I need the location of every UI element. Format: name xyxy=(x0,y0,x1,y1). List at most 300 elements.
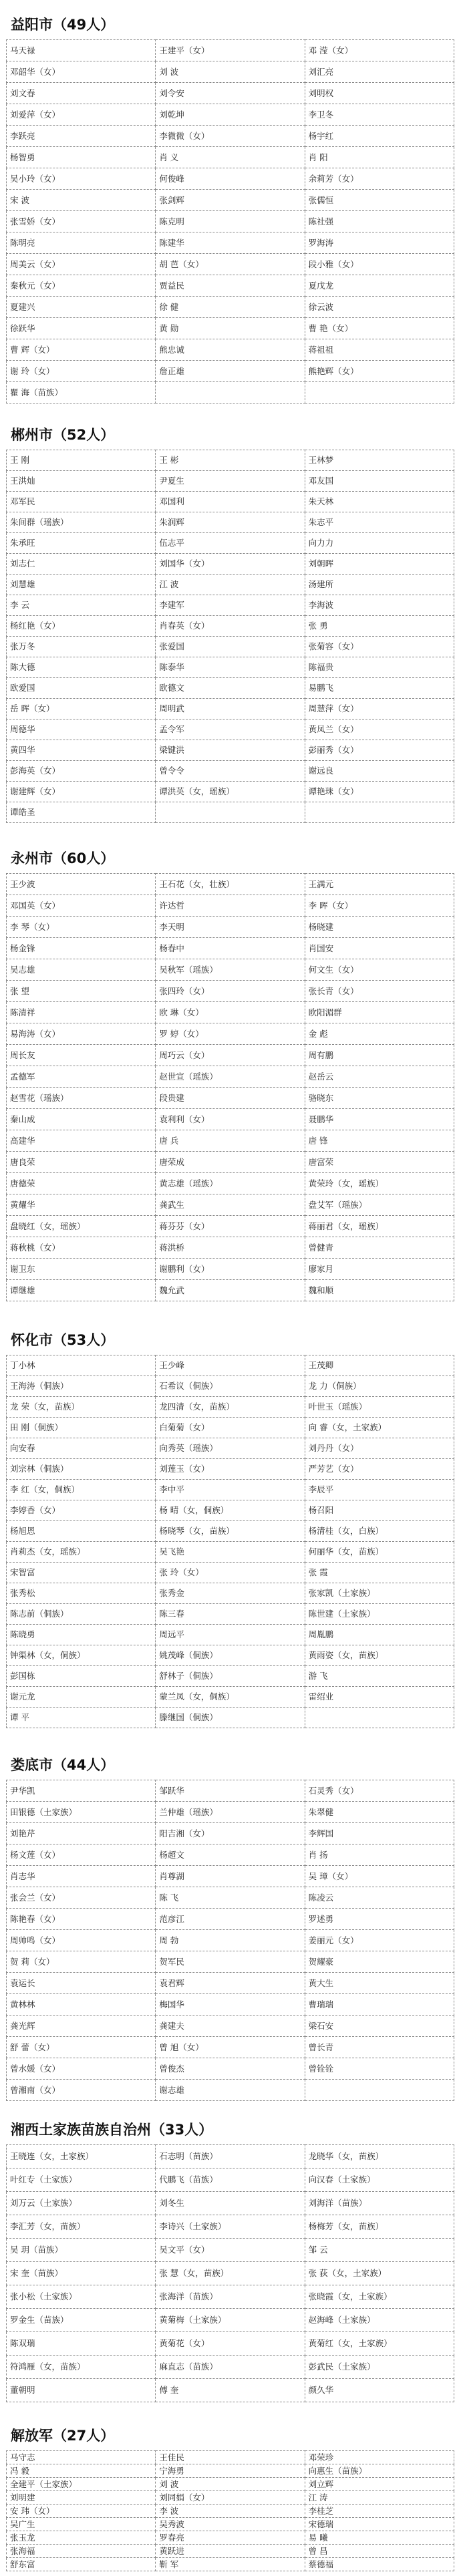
table-row xyxy=(7,318,454,339)
name-cell: 高建华 xyxy=(7,1130,156,1152)
name-cell: 罗 婷（女） xyxy=(156,1023,305,1045)
name-cell: 周有鹏 xyxy=(305,1045,454,1066)
name-cell: 贺耀豪 xyxy=(305,1951,454,1973)
name-cell: 曾 旭（女） xyxy=(156,2037,305,2058)
name-cell: 赵岳云 xyxy=(305,1066,454,1088)
table-row xyxy=(7,2037,454,2058)
name-cell: 周美云（女） xyxy=(7,254,156,275)
name-cell: 张菊容（女） xyxy=(305,637,454,657)
name-cell: 瞿 海（苗族） xyxy=(7,382,156,404)
name-cell: 姚茂峰（侗族） xyxy=(156,1645,305,1666)
table-row xyxy=(7,699,454,719)
name-cell: 李中平 xyxy=(156,1480,305,1500)
name-cell: 曾铨铨 xyxy=(305,2058,454,2080)
name-table xyxy=(6,873,454,1301)
name-cell: 唐德荣 xyxy=(7,1173,156,1194)
table-row xyxy=(7,575,454,595)
name-cell: 魏和顺 xyxy=(305,1280,454,1301)
name-cell: 唐 兵 xyxy=(156,1130,305,1152)
name-cell: 陈福贵 xyxy=(305,657,454,678)
name-cell: 刘万云（土家族） xyxy=(7,2192,156,2215)
name-cell: 熊忠诚 xyxy=(156,339,305,361)
name-cell: 石希议（侗族） xyxy=(156,1376,305,1397)
name-cell: 范彦江 xyxy=(156,1909,305,1930)
table-row xyxy=(7,275,454,297)
name-cell: 陈明亮 xyxy=(7,232,156,254)
table-row xyxy=(7,232,454,254)
table-row xyxy=(7,2309,454,2332)
name-cell: 马守志 xyxy=(7,2451,156,2464)
name-table xyxy=(6,1780,454,2101)
name-cell: 刘艳芹 xyxy=(7,1823,156,1844)
name-cell: 向惠生（苗族） xyxy=(305,2464,454,2478)
name-cell xyxy=(156,802,305,823)
name-cell: 麻直志（苗族） xyxy=(156,2356,305,2379)
name-cell: 向力力 xyxy=(305,533,454,554)
name-table xyxy=(6,2144,454,2402)
table-row xyxy=(7,2491,454,2505)
name-cell: 胡 芭（女） xyxy=(156,254,305,275)
name-cell: 李跃亮 xyxy=(7,126,156,147)
table-row xyxy=(7,1909,454,1930)
name-cell: 周帅鸣（女） xyxy=(7,1930,156,1951)
name-cell: 张海福 xyxy=(7,2545,156,2558)
name-cell: 刘莲玉（女） xyxy=(156,1459,305,1480)
name-cell: 邹跃华 xyxy=(156,1780,305,1802)
name-table xyxy=(6,2450,454,2571)
name-cell: 王满元 xyxy=(305,874,454,895)
name-cell: 蒋祖祖 xyxy=(305,339,454,361)
table-row xyxy=(7,1844,454,1866)
name-cell: 陈泰华 xyxy=(156,657,305,678)
name-cell: 赵海峰（土家族） xyxy=(305,2309,454,2332)
name-cell: 张雪娇（女） xyxy=(7,211,156,232)
section-title: 湘西土家族苗族自治州（33人） xyxy=(11,2122,213,2138)
name-cell: 宋智富 xyxy=(7,1563,156,1583)
name-cell: 谢鹏利（女） xyxy=(156,1259,305,1280)
name-cell: 彭海英（女） xyxy=(7,761,156,782)
name-cell: 张爱国 xyxy=(156,637,305,657)
name-cell: 谭 平 xyxy=(7,1708,156,1728)
name-cell: 刘立辉 xyxy=(305,2478,454,2491)
name-cell: 吴 璋（女） xyxy=(305,1866,454,1887)
name-cell: 廖家月 xyxy=(305,1259,454,1280)
table-row xyxy=(7,1194,454,1216)
table-row xyxy=(7,1173,454,1194)
name-cell: 代鹏飞（苗族） xyxy=(156,2168,305,2192)
name-cell: 刘同娟（女） xyxy=(156,2491,305,2505)
name-cell: 朱润辉 xyxy=(156,512,305,533)
name-cell: 刘令安 xyxy=(156,83,305,104)
table-row xyxy=(7,2356,454,2379)
table-row xyxy=(7,1563,454,1583)
name-cell: 曾长青 xyxy=(305,2037,454,2058)
table-row xyxy=(7,1355,454,1376)
name-cell: 肖国安 xyxy=(305,938,454,959)
name-cell: 朱间群（瑶族） xyxy=(7,512,156,533)
table-row xyxy=(7,761,454,782)
name-cell: 吴秋军（瑶族） xyxy=(156,959,305,981)
name-cell: 邓荣珍 xyxy=(305,2451,454,2464)
name-cell: 张 慧（女，苗族） xyxy=(156,2262,305,2285)
name-cell: 张秀金 xyxy=(156,1583,305,1604)
name-cell: 汤建所 xyxy=(305,575,454,595)
name-cell: 徐跃华 xyxy=(7,318,156,339)
name-cell: 黄大生 xyxy=(305,1973,454,1994)
table-row xyxy=(7,2558,454,2571)
table-row xyxy=(7,61,454,83)
name-cell: 陈清祥 xyxy=(7,1002,156,1023)
table-row xyxy=(7,657,454,678)
name-cell: 罗述勇 xyxy=(305,1909,454,1930)
name-cell: 严芳艺（女） xyxy=(305,1459,454,1480)
table-row xyxy=(7,168,454,190)
table-row xyxy=(7,1994,454,2016)
name-cell: 吴飞艳 xyxy=(156,1542,305,1563)
table-row xyxy=(7,1066,454,1088)
name-cell: 白菊菊（女） xyxy=(156,1418,305,1438)
name-cell: 詹正雄 xyxy=(156,361,305,382)
name-cell: 陈大德 xyxy=(7,657,156,678)
name-cell: 黄 勋 xyxy=(156,318,305,339)
name-cell: 丁小林 xyxy=(7,1355,156,1376)
name-cell: 张长青（女） xyxy=(305,981,454,1002)
name-cell: 蒋洪桥 xyxy=(156,1237,305,1259)
name-cell: 张玉龙 xyxy=(7,2531,156,2545)
table-row xyxy=(7,2145,454,2168)
table-row xyxy=(7,554,454,575)
name-cell: 秦山成 xyxy=(7,1109,156,1130)
name-cell: 黄耀华 xyxy=(7,1194,156,1216)
table-row xyxy=(7,1866,454,1887)
name-cell: 李辰平 xyxy=(305,1480,454,1500)
table-row xyxy=(7,1666,454,1687)
table-row xyxy=(7,254,454,275)
name-cell: 杨召阳 xyxy=(305,1500,454,1521)
name-cell: 孟令军 xyxy=(156,719,305,740)
name-cell: 何丽华（女，苗族） xyxy=(305,1542,454,1563)
name-cell: 董朝明 xyxy=(7,2379,156,2402)
table-row xyxy=(7,2332,454,2356)
name-cell: 黄菊红（女，土家族） xyxy=(305,2332,454,2356)
name-cell: 刘乾坤 xyxy=(156,104,305,126)
name-cell: 袁君辉 xyxy=(156,1973,305,1994)
name-cell: 罗金生（苗族） xyxy=(7,2309,156,2332)
table-row xyxy=(7,492,454,512)
table-row xyxy=(7,1438,454,1459)
table-row xyxy=(7,450,454,471)
name-cell: 陈凌云 xyxy=(305,1887,454,1909)
name-cell: 石灵秀（女） xyxy=(305,1780,454,1802)
name-cell: 杨文莲（女） xyxy=(7,1844,156,1866)
name-cell: 曾令令 xyxy=(156,761,305,782)
region-section xyxy=(0,2421,461,2571)
table-row xyxy=(7,1823,454,1844)
table-row xyxy=(7,1216,454,1237)
name-cell: 赵世宣（瑶族） xyxy=(156,1066,305,1088)
name-cell: 向汉春（土家族） xyxy=(305,2168,454,2192)
name-cell: 张 勇 xyxy=(305,616,454,637)
table-row xyxy=(7,1930,454,1951)
name-cell: 阳吉湘（女） xyxy=(156,1823,305,1844)
section-title: 解放军（27人） xyxy=(11,2428,115,2444)
name-cell: 谢建辉（女） xyxy=(7,782,156,802)
name-cell: 何俊峰 xyxy=(156,168,305,190)
name-cell: 曾健青 xyxy=(305,1237,454,1259)
name-cell: 谢卫东 xyxy=(7,1259,156,1280)
name-cell: 王 彬 xyxy=(156,450,305,471)
name-cell: 张 望 xyxy=(7,981,156,1002)
table-row xyxy=(7,1951,454,1973)
name-cell: 刘海洋（苗族） xyxy=(305,2192,454,2215)
name-cell: 杨智勇 xyxy=(7,147,156,168)
name-cell: 段贵建 xyxy=(156,1088,305,1109)
name-cell: 傅 奎 xyxy=(156,2379,305,2402)
name-cell: 岳 晖（女） xyxy=(7,699,156,719)
name-cell: 袁利利（女） xyxy=(156,1109,305,1130)
table-row xyxy=(7,2518,454,2531)
name-cell: 熊艳辉（女） xyxy=(305,361,454,382)
name-cell: 李桂芝 xyxy=(305,2505,454,2518)
name-cell: 李微微（女） xyxy=(156,126,305,147)
name-cell: 雷绍业 xyxy=(305,1687,454,1708)
name-cell: 龚建夫 xyxy=(156,2016,305,2037)
name-cell: 王 刚 xyxy=(7,450,156,471)
table-row xyxy=(7,959,454,981)
name-cell: 唐荣成 xyxy=(156,1152,305,1173)
name-cell: 陈艳春（女） xyxy=(7,1909,156,1930)
table-row xyxy=(7,637,454,657)
name-cell: 张会兰（女） xyxy=(7,1887,156,1909)
name-cell: 徐云波 xyxy=(305,297,454,318)
name-cell: 尹夏生 xyxy=(156,471,305,492)
name-cell: 邓 滢（女） xyxy=(305,40,454,61)
name-cell: 江 波 xyxy=(156,575,305,595)
name-cell: 黄荣玲（女，瑶族） xyxy=(305,1173,454,1194)
name-cell: 宋 奎（苗族） xyxy=(7,2262,156,2285)
table-row xyxy=(7,1397,454,1418)
name-cell: 黄志雄（瑶族） xyxy=(156,1173,305,1194)
name-cell: 陈双瑞 xyxy=(7,2332,156,2356)
name-cell: 曾水媛（女） xyxy=(7,2058,156,2080)
section-title: 永州市（60人） xyxy=(11,850,115,866)
table-row xyxy=(7,2016,454,2037)
name-cell: 谢志雄 xyxy=(156,2080,305,2101)
name-cell: 刘朝晖 xyxy=(305,554,454,575)
table-row xyxy=(7,2451,454,2464)
name-cell: 周长友 xyxy=(7,1045,156,1066)
table-row xyxy=(7,147,454,168)
name-cell: 吴志雄 xyxy=(7,959,156,981)
section-title: 怀化市（53人） xyxy=(11,1332,115,1348)
name-cell: 朱志平 xyxy=(305,512,454,533)
name-cell: 游 飞 xyxy=(305,1666,454,1687)
name-cell: 袁运长 xyxy=(7,1973,156,1994)
name-cell: 黄凤兰（女） xyxy=(305,719,454,740)
name-cell: 杨红艳（女） xyxy=(7,616,156,637)
name-cell: 马天禄 xyxy=(7,40,156,61)
name-cell: 舒林子（侗族） xyxy=(156,1666,305,1687)
table-row xyxy=(7,471,454,492)
name-cell: 邹 云 xyxy=(305,2239,454,2262)
table-row xyxy=(7,2478,454,2491)
name-cell: 龙四清（女，苗族） xyxy=(156,1397,305,1418)
table-row xyxy=(7,2215,454,2239)
name-cell: 盘艾军（瑶族） xyxy=(305,1194,454,1216)
name-cell: 张小松（土家族） xyxy=(7,2285,156,2309)
table-row xyxy=(7,1237,454,1259)
name-cell: 蒙兰凤（女，侗族） xyxy=(156,1687,305,1708)
name-cell: 贺军民 xyxy=(156,1951,305,1973)
name-cell: 刘宗林（侗族） xyxy=(7,1459,156,1480)
name-cell: 肖尊湖 xyxy=(156,1866,305,1887)
name-cell: 欧 琳（女） xyxy=(156,1002,305,1023)
table-row xyxy=(7,1521,454,1542)
name-cell: 黄菊梅（土家族） xyxy=(156,2309,305,2332)
name-cell: 谭艳珠（女） xyxy=(305,782,454,802)
name-cell: 刘爱萍（女） xyxy=(7,104,156,126)
table-row xyxy=(7,1973,454,1994)
name-cell: 彭丽秀（女） xyxy=(305,740,454,761)
table-row xyxy=(7,1259,454,1280)
table-row xyxy=(7,339,454,361)
name-cell: 欧德文 xyxy=(156,678,305,699)
table-row xyxy=(7,678,454,699)
name-cell: 颜久华 xyxy=(305,2379,454,2402)
name-cell: 梁键洪 xyxy=(156,740,305,761)
table-row xyxy=(7,1109,454,1130)
name-cell: 杨春中 xyxy=(156,938,305,959)
name-cell: 曾湘南（女） xyxy=(7,2080,156,2101)
name-cell: 吴文平（女） xyxy=(156,2239,305,2262)
name-cell: 吴秀波 xyxy=(156,2518,305,2531)
name-cell: 钟渠林（女，侗族） xyxy=(7,1645,156,1666)
name-cell: 朱翠健 xyxy=(305,1802,454,1823)
name-table xyxy=(6,450,454,823)
name-cell: 许达哲 xyxy=(156,895,305,917)
name-cell: 谭洪英（女，瑶族） xyxy=(156,782,305,802)
name-cell: 肖志华 xyxy=(7,1866,156,1887)
name-cell: 舒 蕾（女） xyxy=(7,2037,156,2058)
name-cell: 骆晓东 xyxy=(305,1088,454,1109)
table-row xyxy=(7,740,454,761)
name-cell: 舒东富 xyxy=(7,2558,156,2571)
name-cell: 王洪灿 xyxy=(7,471,156,492)
name-cell: 欧爱国 xyxy=(7,678,156,699)
name-cell: 夏建兴 xyxy=(7,297,156,318)
table-row xyxy=(7,1500,454,1521)
table-row xyxy=(7,533,454,554)
name-cell: 曾 昌 xyxy=(305,2545,454,2558)
name-cell: 谭继雄 xyxy=(7,1280,156,1301)
table-row xyxy=(7,2239,454,2262)
name-cell: 王少峰 xyxy=(156,1355,305,1376)
name-cell: 周明武 xyxy=(156,699,305,719)
name-cell: 陈 飞 xyxy=(156,1887,305,1909)
name-cell: 龙 荣（女，苗族） xyxy=(7,1397,156,1418)
name-cell: 宋 波 xyxy=(7,190,156,211)
table-row xyxy=(7,2285,454,2309)
table-row xyxy=(7,1887,454,1909)
name-cell: 吴 玥（苗族） xyxy=(7,2239,156,2262)
name-cell: 李 云 xyxy=(7,595,156,616)
name-cell: 周远平 xyxy=(156,1625,305,1645)
table-row xyxy=(7,1645,454,1666)
name-cell: 刘丹丹（女） xyxy=(305,1438,454,1459)
name-cell: 李婷香（女） xyxy=(7,1500,156,1521)
name-cell: 黄跃进 xyxy=(156,2545,305,2558)
table-row xyxy=(7,1280,454,1301)
name-cell: 龙晓华（女，苗族） xyxy=(305,2145,454,2168)
name-cell: 刘 波 xyxy=(156,2478,305,2491)
table-row xyxy=(7,1687,454,1708)
table-row xyxy=(7,1002,454,1023)
name-cell: 张万冬 xyxy=(7,637,156,657)
table-row xyxy=(7,1625,454,1645)
name-cell: 陈建华 xyxy=(156,232,305,254)
name-cell: 黄菊花（女） xyxy=(156,2332,305,2356)
name-cell: 全建平（土家族） xyxy=(7,2478,156,2491)
name-cell: 谢远良 xyxy=(305,761,454,782)
name-cell: 蒋秋桃（女） xyxy=(7,1237,156,1259)
table-row xyxy=(7,297,454,318)
table-row xyxy=(7,917,454,938)
name-cell: 魏允武 xyxy=(156,1280,305,1301)
name-cell: 唐富荣 xyxy=(305,1152,454,1173)
name-cell: 李辉国 xyxy=(305,1823,454,1844)
table-row xyxy=(7,1045,454,1066)
name-cell: 向 睿（女，土家族） xyxy=(305,1418,454,1438)
name-cell: 刘冬生 xyxy=(156,2192,305,2215)
name-cell: 刘汇亮 xyxy=(305,61,454,83)
name-cell: 蔡德福 xyxy=(305,2558,454,2571)
name-cell: 冯 毅 xyxy=(7,2464,156,2478)
name-cell: 王晓连（女，土家族） xyxy=(7,2145,156,2168)
name-cell: 兰仲雄（瑶族） xyxy=(156,1802,305,1823)
name-cell: 刘 波 xyxy=(156,61,305,83)
name-cell: 刘志仁 xyxy=(7,554,156,575)
table-row xyxy=(7,782,454,802)
name-cell: 刘慧雄 xyxy=(7,575,156,595)
table-row xyxy=(7,802,454,823)
name-cell: 李建军 xyxy=(156,595,305,616)
name-cell: 谢元龙 xyxy=(7,1687,156,1708)
name-cell: 石志明（苗族） xyxy=(156,2145,305,2168)
name-cell: 李卫冬 xyxy=(305,104,454,126)
table-row xyxy=(7,126,454,147)
table-row xyxy=(7,895,454,917)
name-cell: 朱天林 xyxy=(305,492,454,512)
name-cell: 欧阳湄群 xyxy=(305,1002,454,1023)
table-row xyxy=(7,1152,454,1173)
table-row xyxy=(7,2531,454,2545)
section-title: 郴州市（52人） xyxy=(11,427,115,443)
name-cell: 向安春 xyxy=(7,1438,156,1459)
name-cell: 杨宇红 xyxy=(305,126,454,147)
name-cell: 唐 锋 xyxy=(305,1130,454,1152)
table-row xyxy=(7,874,454,895)
name-cell: 罗春亮 xyxy=(156,2531,305,2545)
name-cell: 肖莉杰（女，瑶族） xyxy=(7,1542,156,1563)
name-cell: 李诗兴（土家族） xyxy=(156,2215,305,2239)
name-cell: 杨晓琴（女，苗族） xyxy=(156,1521,305,1542)
name-cell: 李汇芳（女，苗族） xyxy=(7,2215,156,2239)
region-section xyxy=(0,1750,461,2101)
name-cell: 向秀英（瑶族） xyxy=(156,1438,305,1459)
name-cell: 周胤鹏 xyxy=(305,1625,454,1645)
name-cell: 徐 健 xyxy=(156,297,305,318)
name-cell: 吴广生 xyxy=(7,2518,156,2531)
